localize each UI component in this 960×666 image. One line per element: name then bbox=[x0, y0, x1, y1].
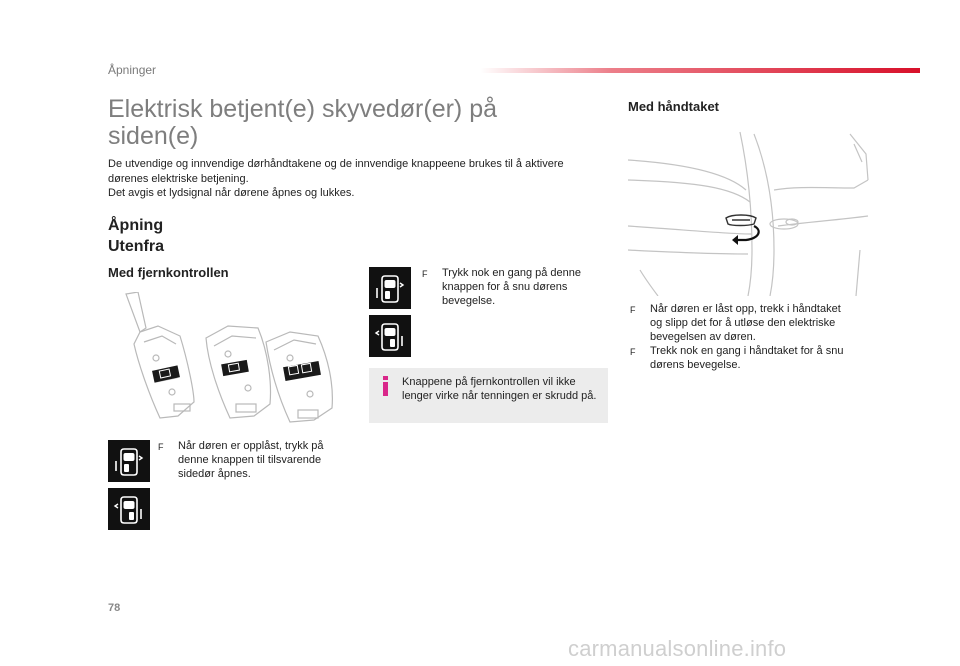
info-text-line: Knappene på fjernkontrollen vil ikke bbox=[402, 376, 576, 388]
bullet-glyph: F bbox=[630, 305, 636, 315]
handle-text-line: Trekk nok en gang i håndtaket for å snu bbox=[650, 345, 844, 357]
intro-line: dørenes elektriske betjening. bbox=[108, 172, 249, 185]
heading-utenfra: Utenfra bbox=[108, 238, 165, 255]
handle-text-line: og slipp det for å utløse den elektriske bbox=[650, 317, 836, 329]
bullet-glyph: F bbox=[630, 347, 636, 357]
press-again-line: knappen for å snu dørens bbox=[442, 281, 568, 293]
sliding-door-button-icon bbox=[108, 488, 150, 530]
header-accent-bar bbox=[480, 68, 920, 73]
press-again-line: bevegelse. bbox=[442, 295, 496, 307]
section-label: Åpninger bbox=[108, 63, 157, 77]
bullet-glyph: F bbox=[422, 269, 428, 279]
sliding-door-button-icon bbox=[369, 267, 411, 309]
heading-aapning: Åpning bbox=[108, 217, 164, 234]
handle-instructions bbox=[630, 302, 870, 372]
intro-line: De utvendige og innvendige dørhåndtakene og de innvendige knappeene brukes til å aktivere bbox=[108, 158, 564, 170]
info-icon bbox=[380, 376, 391, 396]
remote-instruction bbox=[158, 439, 348, 481]
door-handle-illustration bbox=[628, 130, 870, 296]
remote-text-line: denne knappen til tilsvarende bbox=[178, 454, 322, 466]
info-text-line: lenger virke når tenningen er skrudd på. bbox=[402, 390, 597, 402]
intro-paragraph bbox=[108, 157, 588, 201]
page-number: 78 bbox=[108, 602, 121, 614]
sliding-door-button-icon bbox=[108, 440, 150, 482]
bullet-glyph: F bbox=[158, 442, 164, 452]
remote-text-line: Når døren er opplåst, trykk på bbox=[178, 440, 324, 452]
handle-text-line: bevegelsen av døren. bbox=[650, 331, 756, 343]
handle-text-line: Når døren er låst opp, trekk i håndtaket bbox=[650, 303, 841, 315]
info-box bbox=[369, 368, 608, 423]
remote-key-icon bbox=[118, 292, 340, 426]
sliding-door-button-icon bbox=[369, 315, 411, 357]
press-again-line: Trykk nok en gang på denne bbox=[442, 267, 582, 279]
intro-line: Det avgis et lydsignal når dørene åpnes og lukkes. bbox=[108, 187, 355, 199]
handle-text-line: dørens bevegelse. bbox=[650, 359, 741, 371]
watermark: carmanualsonline.info bbox=[568, 636, 787, 661]
press-again-instruction bbox=[422, 266, 612, 308]
heading-fjernkontrollen: Med fjernkontrollen bbox=[108, 265, 229, 280]
page-title: Elektrisk betjent(e) skyvedør(er) på siden(e) bbox=[108, 95, 498, 150]
heading-handtaket: Med håndtaket bbox=[628, 99, 720, 114]
remote-text-line: sidedør åpnes. bbox=[178, 468, 251, 480]
